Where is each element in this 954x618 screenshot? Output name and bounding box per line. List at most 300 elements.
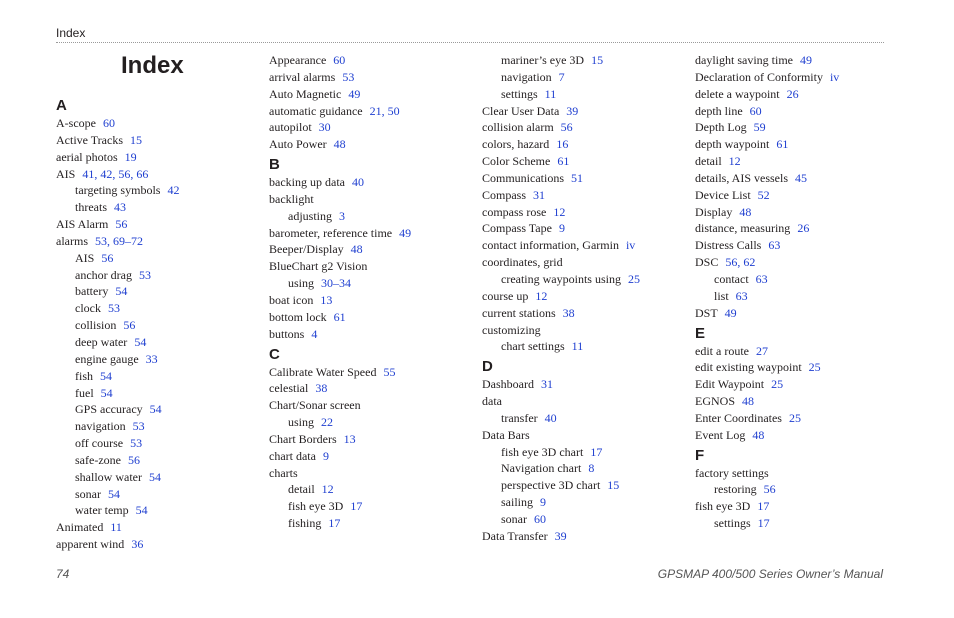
page-reference-link[interactable]: 17 [350, 499, 363, 514]
page-reference-link[interactable]: 48 [333, 137, 346, 152]
index-term: delete a waypoint [695, 86, 780, 101]
index-entry [269, 119, 474, 136]
index-term: Depth Log [695, 120, 747, 135]
page-reference-link[interactable]: 3 [339, 208, 345, 223]
page-reference-link[interactable]: 48 [742, 394, 755, 409]
page-reference-link[interactable]: 41, 42, 56, 66 [82, 166, 149, 181]
index-subentry [482, 410, 687, 427]
index-term: settings [501, 86, 538, 101]
index-subentry [482, 338, 687, 355]
page-reference-link[interactable]: 15 [607, 478, 620, 493]
index-term: Auto Power [269, 137, 327, 152]
page-reference-link[interactable]: 53 [342, 69, 355, 84]
index-term: customizing [482, 322, 541, 337]
page-reference-link[interactable]: 48 [350, 242, 363, 257]
index-subentry [482, 69, 687, 86]
page-reference-link[interactable]: 11 [544, 86, 557, 101]
index-term: course up [482, 288, 529, 303]
page-reference-link[interactable]: 53 [138, 267, 151, 282]
page-reference-link[interactable]: 38 [562, 305, 575, 320]
index-entry [269, 174, 474, 191]
index-term: chart data [269, 448, 316, 463]
index-entry [269, 258, 474, 275]
index-subentry [56, 435, 261, 452]
page-reference-link[interactable]: 60 [534, 511, 546, 526]
index-entry [482, 427, 687, 444]
index-term: fish [75, 368, 93, 383]
index-entry [482, 288, 687, 305]
index-entry [695, 254, 900, 271]
page-reference-link[interactable]: 63 [755, 271, 768, 286]
index-entry [482, 187, 687, 204]
index-term: shallow water [75, 469, 142, 484]
index-term: Data Bars [482, 427, 530, 442]
index-subentry [56, 385, 261, 402]
page-reference-link[interactable]: 59 [753, 120, 766, 135]
index-subentry [56, 300, 261, 317]
index-subentry [482, 86, 687, 103]
index-term: Enter Coordinates [695, 410, 782, 425]
index-entry [269, 380, 474, 397]
index-term: apparent wind [56, 537, 125, 552]
page-reference-link[interactable]: 12 [321, 482, 334, 497]
page-reference-link[interactable]: 30 [318, 120, 331, 135]
index-term: alarms [56, 233, 88, 248]
page-reference-link[interactable]: 31 [533, 187, 546, 202]
index-term: depth line [695, 103, 743, 118]
index-entry [695, 343, 900, 360]
index-entry [56, 233, 261, 250]
index-subentry [56, 317, 261, 334]
index-term: Device List [695, 187, 751, 202]
index-term: Appearance [269, 53, 327, 67]
index-term: restoring [714, 482, 757, 497]
index-entry [695, 187, 900, 204]
page-reference-link[interactable]: 8 [588, 461, 595, 476]
index-term: collision [75, 318, 117, 333]
index-term: boat icon [269, 292, 314, 307]
index-entry [482, 237, 687, 254]
index-entry [695, 220, 900, 237]
index-term: GPS accuracy [75, 402, 143, 417]
index-entry [695, 410, 900, 427]
page-reference-link[interactable]: 11 [571, 339, 584, 354]
index-entry [269, 86, 474, 103]
index-entry [482, 305, 687, 322]
section-letter: F [695, 446, 705, 464]
index-column-2 [269, 52, 474, 532]
section-letter: C [269, 345, 280, 363]
index-subentry [482, 494, 687, 511]
page-reference-link[interactable]: 53, 69–72 [95, 233, 143, 248]
index-subentry [695, 515, 900, 532]
page-reference-link[interactable]: 49 [399, 225, 412, 240]
index-term: settings [714, 516, 751, 531]
index-term: bottom lock [269, 309, 327, 324]
page-reference-link[interactable]: 16 [556, 137, 569, 152]
index-entry [695, 204, 900, 221]
page-reference-link[interactable]: 49 [800, 53, 812, 67]
index-entry [695, 103, 900, 120]
page-reference-link[interactable]: 15 [591, 53, 604, 67]
index-term: Data Transfer [482, 528, 548, 543]
index-subentry [56, 502, 261, 519]
index-entry [482, 254, 687, 271]
index-term: clock [75, 301, 101, 316]
page-reference-link[interactable]: 61 [333, 309, 346, 324]
index-term: anchor drag [75, 267, 132, 282]
index-entry [695, 498, 900, 515]
index-term: depth waypoint [695, 137, 770, 152]
page-reference-link[interactable]: 61 [557, 154, 570, 169]
index-entry [482, 528, 687, 545]
index-entry [482, 153, 687, 170]
index-subentry [56, 469, 261, 486]
index-term: data [482, 394, 502, 409]
page-reference-link[interactable]: 39 [566, 103, 579, 118]
page-reference-link[interactable]: 26 [797, 221, 810, 236]
index-term: Edit Waypoint [695, 377, 765, 392]
page-reference-link[interactable]: 53 [132, 419, 145, 434]
index-term: Chart Borders [269, 431, 337, 446]
index-subentry [56, 334, 261, 351]
index-entry [56, 115, 261, 132]
index-entry [482, 103, 687, 120]
index-term: factory settings [695, 465, 769, 480]
index-term: Animated [56, 520, 104, 535]
page-reference-link[interactable]: 60 [749, 103, 762, 118]
index-term: Distress Calls [695, 238, 762, 253]
index-entry [269, 292, 474, 309]
page-reference-link[interactable]: 56 [101, 250, 114, 265]
index-entry [482, 136, 687, 153]
index-term: barometer, reference time [269, 225, 393, 240]
index-term: buttons [269, 326, 305, 341]
page-reference-link[interactable]: 48 [739, 204, 752, 219]
index-term: AIS [56, 166, 76, 181]
page-reference-link[interactable]: 30–34 [321, 276, 352, 291]
page-reference-link[interactable]: 25 [808, 360, 821, 375]
index-term: sonar [501, 511, 527, 526]
page-reference-link[interactable]: 52 [757, 187, 770, 202]
index-subentry [482, 52, 687, 69]
page-reference-link[interactable]: 11 [110, 520, 122, 535]
index-term: chart settings [501, 339, 565, 354]
index-column-3 [482, 52, 687, 545]
section-letter: A [56, 97, 67, 114]
index-entry [56, 132, 261, 149]
index-entry [269, 191, 474, 208]
page-reference-link[interactable]: 25 [788, 410, 801, 425]
index-term: sailing [501, 495, 533, 510]
index-entry [695, 86, 900, 103]
page-reference-link[interactable]: 31 [540, 377, 553, 392]
page-reference-link[interactable]: 56 [123, 318, 136, 333]
index-subentry [269, 275, 474, 292]
index-term: celestial [269, 381, 309, 396]
index-term: fishing [288, 516, 322, 531]
index-entry [695, 305, 900, 322]
page-reference-link[interactable]: 40 [351, 175, 364, 190]
running-head: Index [56, 26, 86, 40]
index-subentry [56, 452, 261, 469]
index-term: fish eye 3D [695, 499, 751, 514]
page-reference-link[interactable]: 54 [108, 486, 120, 501]
index-term: fish eye 3D [288, 499, 344, 514]
page-reference-link[interactable]: 12 [728, 154, 741, 169]
page-reference-link[interactable]: 13 [343, 431, 356, 446]
index-term: edit a route [695, 343, 749, 358]
page-reference-link[interactable]: 54 [100, 368, 112, 383]
index-term: detail [288, 482, 315, 497]
page-reference-link[interactable]: 56 [127, 452, 140, 467]
index-term: aerial photos [56, 149, 118, 164]
index-term: contact [714, 271, 749, 286]
index-entry [56, 149, 261, 166]
index-subentry [56, 199, 261, 216]
index-subentry [56, 418, 261, 435]
index-term: edit existing waypoint [695, 360, 802, 375]
page-reference-link[interactable]: 54 [135, 503, 148, 518]
index-term: daylight saving time [695, 53, 793, 67]
index-subentry [56, 486, 261, 503]
index-term: distance, measuring [695, 221, 791, 236]
index-entry [269, 465, 474, 482]
index-entry [695, 136, 900, 153]
page-reference-link[interactable]: 22 [321, 415, 334, 430]
page-reference-link[interactable]: 36 [131, 537, 144, 552]
index-subentry [695, 271, 900, 288]
index-subentry [56, 368, 261, 385]
page-reference-link[interactable]: 27 [755, 343, 768, 358]
index-entry [695, 427, 900, 444]
index-term: Communications [482, 170, 564, 185]
index-subentry [56, 267, 261, 284]
index-term: details, AIS vessels [695, 170, 788, 185]
page-reference-link[interactable]: 4 [311, 326, 318, 341]
index-entry [56, 519, 261, 536]
index-term: Compass [482, 187, 527, 202]
page-reference-link[interactable]: 51 [571, 170, 583, 185]
index-term: sonar [75, 486, 101, 501]
index-term: Beeper/Display [269, 242, 344, 257]
index-entry [482, 376, 687, 393]
index-term: detail [695, 154, 722, 169]
index-term: using [288, 276, 315, 291]
index-column-4 [695, 52, 900, 532]
index-term: targeting symbols [75, 183, 161, 198]
index-term: autopilot [269, 120, 312, 135]
index-entry [269, 431, 474, 448]
page-reference-link[interactable]: 7 [558, 69, 565, 84]
index-term: mariner’s eye 3D [501, 53, 585, 67]
index-column-1 [56, 97, 261, 553]
index-entry [482, 204, 687, 221]
index-term: Declaration of Conformity [695, 69, 823, 84]
index-entry [695, 119, 900, 136]
page-reference-link[interactable]: 9 [558, 221, 565, 236]
index-entry [56, 536, 261, 553]
index-entry [482, 220, 687, 237]
index-term: current stations [482, 305, 556, 320]
index-entry [695, 153, 900, 170]
index-term: EGNOS [695, 394, 736, 409]
index-term: perspective 3D chart [501, 478, 601, 493]
index-entry [269, 448, 474, 465]
page-reference-link[interactable]: 54 [115, 284, 128, 299]
index-term: adjusting [288, 208, 332, 223]
index-term: fuel [75, 385, 94, 400]
index-term: Color Scheme [482, 154, 551, 169]
index-term: water temp [75, 503, 129, 518]
page-reference-link[interactable]: 15 [130, 132, 142, 147]
index-entry [695, 69, 900, 86]
index-entry [482, 170, 687, 187]
header-divider [56, 42, 884, 43]
index-term: Chart/Sonar screen [269, 398, 361, 413]
page-reference-link[interactable]: 53 [130, 436, 143, 451]
page-reference-link[interactable]: 25 [627, 271, 640, 286]
index-term: Event Log [695, 427, 746, 442]
index-subentry [695, 288, 900, 305]
manual-title: GPSMAP 400/500 Series Owner’s Manual [657, 567, 883, 581]
index-term: battery [75, 284, 109, 299]
index-entry [56, 166, 261, 183]
index-term: creating waypoints using [501, 271, 621, 286]
page-reference-link[interactable]: 45 [795, 170, 807, 185]
index-term: backlight [269, 191, 314, 206]
page-reference-link[interactable]: 53 [108, 301, 120, 316]
index-entry [695, 237, 900, 254]
index-term: Active Tracks [56, 132, 123, 147]
page-reference-link[interactable]: 12 [535, 288, 548, 303]
index-term: collision alarm [482, 120, 554, 135]
index-entry [269, 136, 474, 153]
index-subentry [56, 351, 261, 368]
index-term: using [288, 415, 315, 430]
section-letter: B [269, 156, 280, 174]
index-subentry [269, 498, 474, 515]
index-subentry [482, 511, 687, 528]
page-reference-link[interactable]: 39 [554, 528, 567, 543]
page-reference-link[interactable]: 9 [540, 495, 546, 510]
page-reference-link[interactable]: 9 [322, 448, 329, 463]
page-reference-link[interactable]: 61 [776, 137, 789, 152]
index-term: navigation [75, 419, 126, 434]
index-term: automatic guidance [269, 103, 363, 118]
index-term: Navigation chart [501, 461, 582, 476]
index-entry [482, 119, 687, 136]
page-reference-link[interactable]: 54 [100, 385, 113, 400]
page-reference-link[interactable]: 56, 62 [725, 255, 756, 270]
index-term: safe-zone [75, 452, 121, 467]
index-subentry [56, 182, 261, 199]
index-entry [269, 52, 474, 69]
index-subentry [269, 481, 474, 498]
page-reference-link[interactable]: 63 [735, 288, 748, 303]
index-term: Dashboard [482, 377, 534, 392]
page-reference-link[interactable]: 19 [124, 149, 137, 164]
index-term: Calibrate Water Speed [269, 364, 377, 379]
page-reference-link[interactable]: 48 [752, 427, 765, 442]
page-reference-link[interactable]: 55 [383, 364, 396, 379]
index-entry [269, 225, 474, 242]
index-term: arrival alarms [269, 69, 336, 84]
page-reference-link[interactable]: 43 [114, 200, 126, 215]
index-entry [482, 393, 687, 410]
page-reference-link[interactable]: iv [625, 238, 636, 253]
page-reference-link[interactable]: 60 [333, 53, 346, 67]
page-reference-link[interactable]: 63 [768, 238, 781, 253]
index-term: charts [269, 465, 298, 480]
page-reference-link[interactable]: 21, 50 [369, 103, 400, 118]
index-subentry [269, 208, 474, 225]
index-term: fish eye 3D chart [501, 444, 584, 459]
page-reference-link[interactable]: 54 [134, 334, 147, 349]
index-term: transfer [501, 410, 538, 425]
index-term: colors, hazard [482, 137, 550, 152]
page-reference-link[interactable]: iv [829, 69, 840, 84]
page-reference-link[interactable]: 25 [771, 377, 784, 392]
page-reference-link[interactable]: 17 [590, 444, 603, 459]
index-term: Compass Tape [482, 221, 552, 236]
index-entry [269, 69, 474, 86]
page-reference-link[interactable]: 42 [167, 183, 180, 198]
page-reference-link[interactable]: 40 [544, 410, 557, 425]
page-reference-link[interactable]: 56 [560, 120, 573, 135]
index-subentry [269, 414, 474, 431]
index-entry [269, 241, 474, 258]
index-entry [269, 397, 474, 414]
index-subentry [482, 444, 687, 461]
index-subentry [56, 250, 261, 267]
page-reference-link[interactable]: 54 [149, 402, 162, 417]
page-reference-link[interactable]: 17 [328, 516, 341, 531]
index-entry [695, 359, 900, 376]
index-subentry [269, 515, 474, 532]
section-letter: D [482, 358, 493, 376]
index-term: Display [695, 204, 733, 219]
page-reference-link[interactable]: 26 [786, 86, 799, 101]
index-term: backing up data [269, 175, 345, 190]
page-reference-link[interactable]: 38 [315, 381, 328, 396]
index-term: off course [75, 436, 124, 451]
index-term: BlueChart g2 Vision [269, 259, 368, 274]
index-term: engine gauge [75, 351, 139, 366]
page-title: Index [121, 52, 184, 79]
index-term: DST [695, 305, 718, 320]
page-reference-link[interactable]: 13 [320, 292, 333, 307]
page-reference-link[interactable]: 56 [115, 217, 128, 232]
page-reference-link[interactable]: 54 [148, 469, 161, 484]
index-term: threats [75, 200, 107, 215]
index-entry [695, 393, 900, 410]
page-reference-link[interactable]: 49 [724, 305, 737, 320]
section-letter: E [695, 324, 706, 342]
page-reference-link[interactable]: 56 [763, 482, 776, 497]
index-subentry [482, 271, 687, 288]
index-term: coordinates, grid [482, 255, 563, 270]
index-term: list [714, 288, 729, 303]
page-reference-link[interactable]: 12 [553, 204, 566, 219]
page-reference-link[interactable]: 17 [757, 499, 770, 514]
page-reference-link[interactable]: 17 [757, 516, 770, 531]
index-term: A-scope [56, 116, 96, 130]
page-reference-link[interactable]: 49 [348, 86, 361, 101]
page-reference-link[interactable]: 33 [145, 351, 158, 366]
page-reference-link[interactable]: 60 [102, 116, 115, 130]
index-entry [269, 309, 474, 326]
